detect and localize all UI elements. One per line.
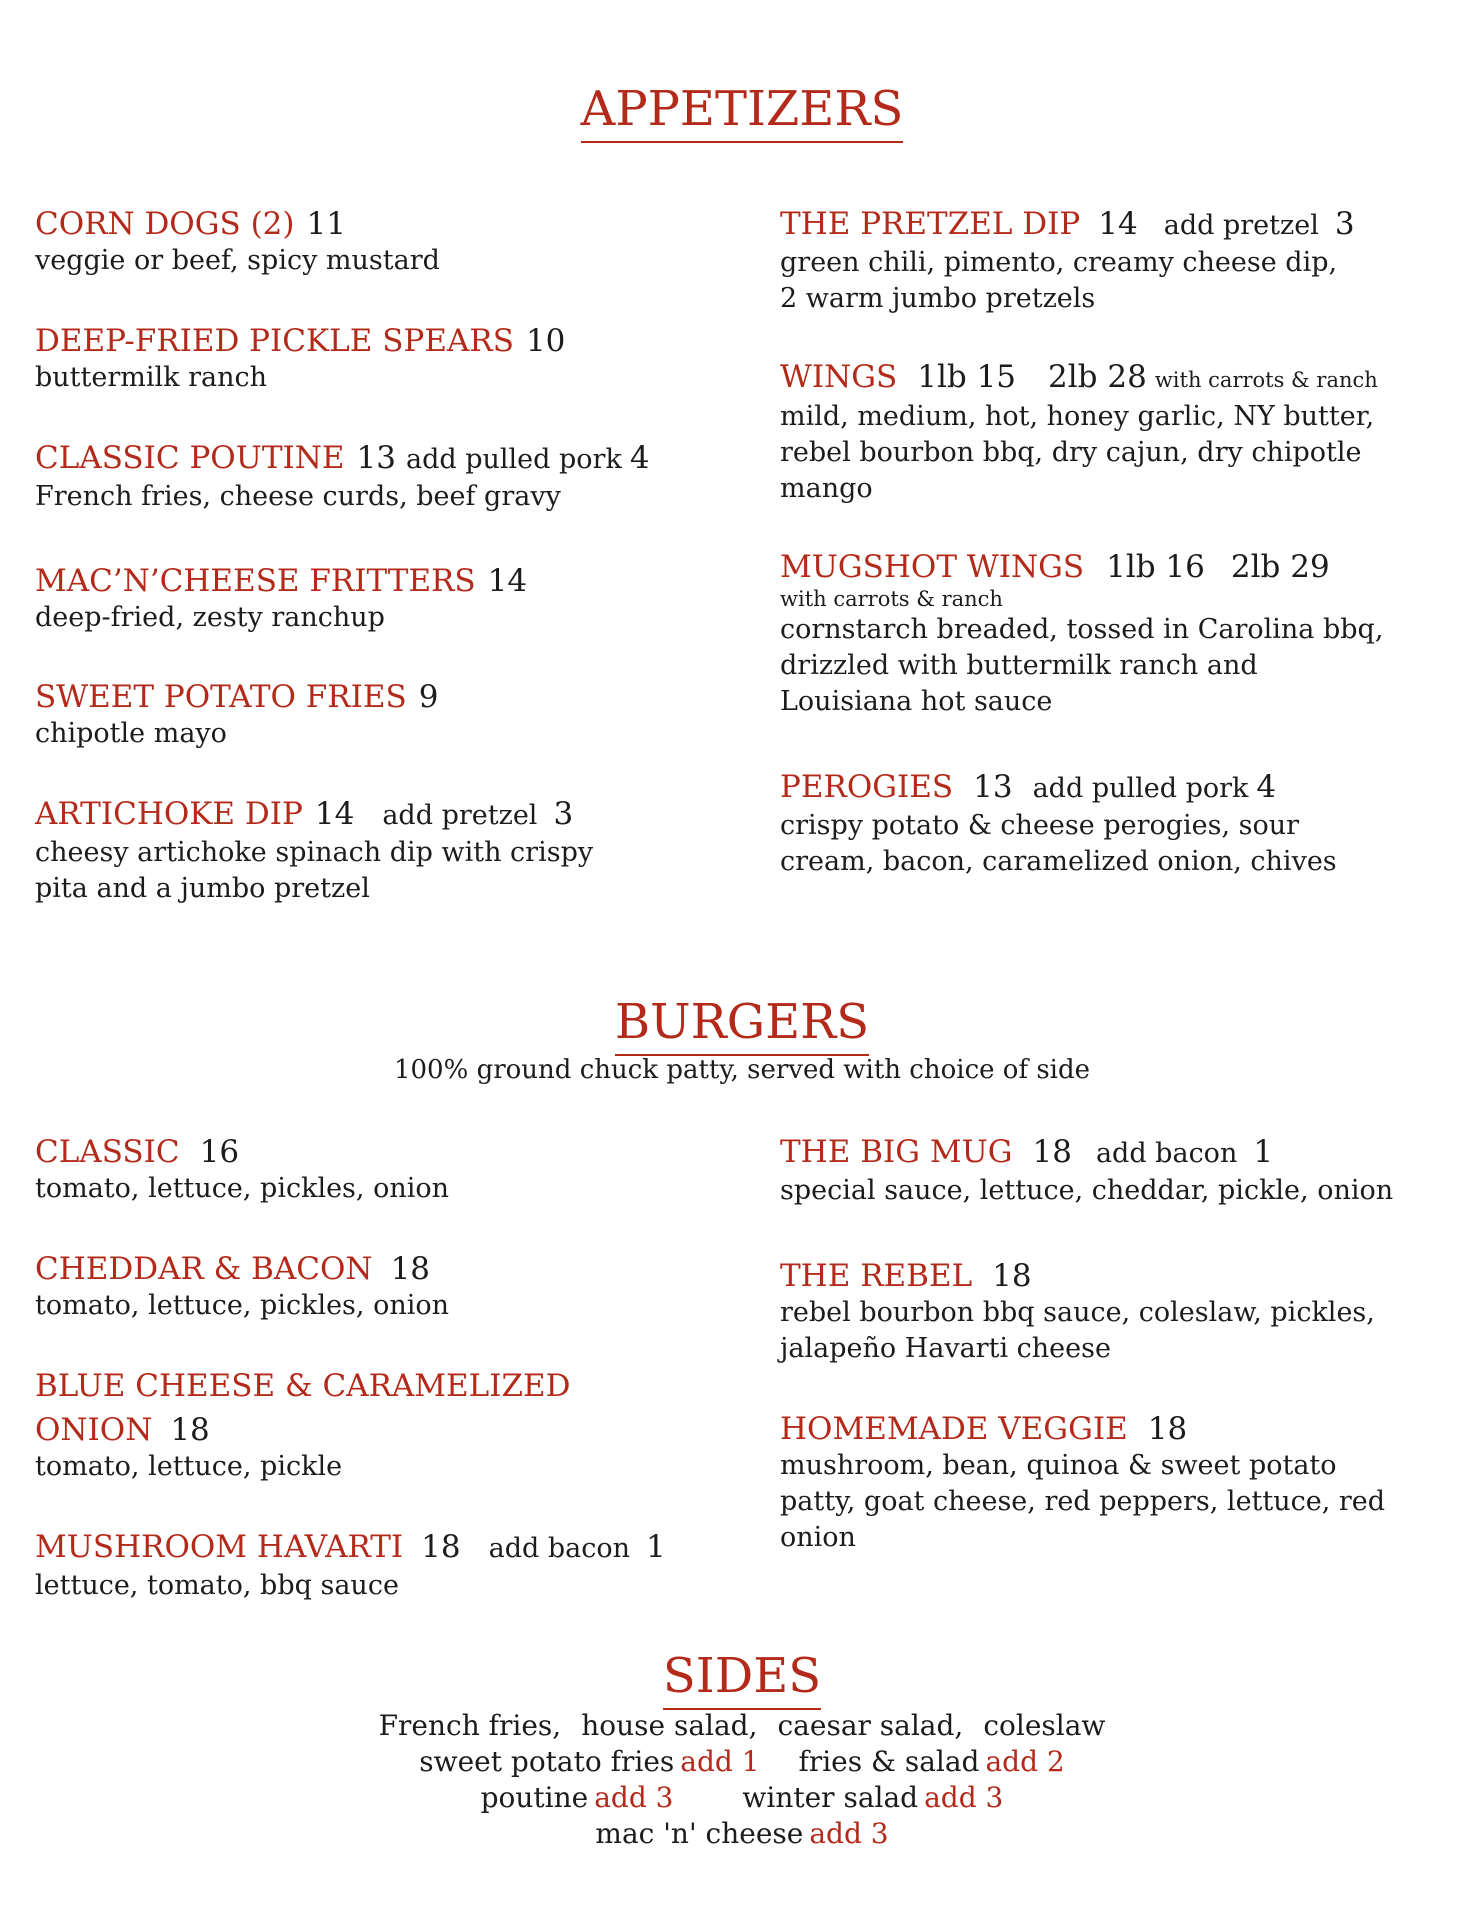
side-upcharge: add 1 (680, 1745, 760, 1778)
item-addon: add pulled pork (1032, 773, 1249, 804)
menu-item-mac-fritters (35, 562, 527, 636)
item-name: MUGSHOT WINGS (780, 549, 1085, 585)
sides-line-3 (0, 1780, 1484, 1816)
menu-item-wings (780, 358, 1378, 507)
item-description: Louisiana hot sauce (780, 686, 1053, 717)
sides-line-4 (0, 1816, 1484, 1852)
menu-item-cheddar-bacon (35, 1250, 449, 1324)
item-size-2lb: 2lb 28 (1048, 359, 1147, 395)
item-price: 18 (1147, 1411, 1188, 1447)
item-price: 9 (418, 679, 439, 715)
item-name: PEROGIES (780, 769, 954, 805)
item-description: veggie or beef, spicy mustard (35, 245, 440, 276)
side-upcharge: add 3 (594, 1781, 674, 1814)
item-description: mango (780, 473, 873, 504)
item-price: 18 (992, 1258, 1032, 1294)
item-addon-price: 4 (629, 440, 650, 476)
item-description: special sauce, lettuce, cheddar, pickle, onion (780, 1175, 1394, 1206)
item-description: tomato, lettuce, pickles, onion (35, 1173, 450, 1204)
menu-item-classic-burger (35, 1133, 449, 1207)
item-description: cheesy artichoke spinach dip with crispy (35, 837, 594, 868)
item-description: cream, bacon, caramelized onion, chives (780, 846, 1337, 877)
item-description: drizzled with buttermilk ranch and (780, 650, 1258, 681)
side-mac-cheese: mac 'n' cheese (595, 1817, 804, 1850)
item-price: 18 (170, 1412, 210, 1448)
item-description: lettuce, tomato, bbq sauce (35, 1570, 399, 1601)
item-addon: add bacon (1095, 1138, 1238, 1169)
menu-item-classic-poutine (35, 439, 650, 515)
side-caesar-salad: caesar salad, (777, 1709, 964, 1742)
menu-item-the-rebel (780, 1257, 1375, 1367)
sides-line-2 (0, 1744, 1484, 1780)
item-addon-price: 3 (553, 796, 574, 832)
item-description: green chili, pimento, creamy cheese dip, (780, 247, 1338, 278)
item-price: 14 (314, 796, 355, 832)
side-fries-salad: fries & salad (798, 1745, 980, 1778)
menu-item-big-mug (780, 1133, 1393, 1209)
item-description: patty, goat cheese, red peppers, lettuce, red (780, 1486, 1386, 1517)
item-price: 13 (973, 769, 1013, 805)
sides-line-1 (0, 1708, 1484, 1744)
item-size-1lb: 1lb 16 (1106, 549, 1205, 585)
item-addon-price: 3 (1334, 206, 1355, 242)
item-price: 13 (356, 440, 396, 476)
item-name: MAC’N’CHEESE FRITTERS (35, 563, 476, 599)
item-description: rebel bourbon bbq, dry cajun, dry chipotle (780, 437, 1362, 468)
side-sweet-potato-fries: sweet potato fries (419, 1745, 675, 1778)
item-description: onion (780, 1522, 856, 1553)
side-winter-salad: winter salad (742, 1781, 919, 1814)
item-price: 18 (421, 1529, 461, 1565)
item-name: MUSHROOM HAVARTI (35, 1529, 404, 1565)
item-name: WINGS (780, 359, 898, 395)
menu-item-pickle-spears (35, 322, 565, 396)
burgers-heading: BURGERS (0, 998, 1484, 1046)
item-description: tomato, lettuce, pickle (35, 1451, 343, 1482)
item-description: mushroom, bean, quinoa & sweet potato (780, 1450, 1337, 1481)
item-addon: add pretzel (1163, 210, 1319, 241)
item-description: jalapeño Havarti cheese (780, 1333, 1111, 1364)
item-description: 2 warm jumbo pretzels (780, 283, 1096, 314)
item-addon-price: 4 (1256, 769, 1277, 805)
item-name-cont: ONION (35, 1412, 153, 1448)
item-description: cornstarch breaded, tossed in Carolina bbq, (780, 614, 1384, 645)
appetizers-heading: APPETIZERS (0, 85, 1484, 133)
side-poutine: poutine (480, 1781, 589, 1814)
item-price: 18 (1032, 1134, 1072, 1170)
menu-item-perogies (780, 768, 1337, 880)
item-addon: add pretzel (382, 800, 538, 831)
item-name: CLASSIC (35, 1134, 180, 1170)
item-name: SWEET POTATO FRIES (35, 679, 407, 715)
item-description: tomato, lettuce, pickles, onion (35, 1290, 450, 1321)
item-price: 14 (1098, 206, 1138, 242)
side-upcharge: add 2 (985, 1745, 1065, 1778)
menu-item-pretzel-dip (780, 205, 1355, 317)
menu-item-homemade-veggie (780, 1410, 1385, 1556)
item-price: 11 (306, 206, 346, 242)
item-name: CHEDDAR & BACON (35, 1251, 373, 1287)
item-name: ARTICHOKE DIP (35, 796, 303, 832)
item-name: CLASSIC POUTINE (35, 440, 345, 476)
side-upcharge: add 3 (924, 1781, 1004, 1814)
item-description: crispy potato & cheese perogies, sour (780, 810, 1300, 841)
item-name: THE REBEL (780, 1258, 973, 1294)
menu-item-sweet-potato-fries (35, 678, 438, 752)
item-addon: add bacon (488, 1533, 631, 1564)
menu-item-blue-cheese (35, 1367, 571, 1485)
item-description: mild, medium, hot, honey garlic, NY butter, (780, 401, 1375, 432)
item-note: with carrots & ranch (780, 587, 1003, 611)
sides-heading: SIDES (0, 1652, 1484, 1700)
menu-item-artichoke-dip (35, 795, 593, 907)
item-price: 18 (390, 1251, 431, 1287)
item-description: pita and a jumbo pretzel (35, 873, 370, 904)
item-addon-price: 1 (1253, 1134, 1274, 1170)
side-house-salad: house salad, (581, 1709, 758, 1742)
item-description: French fries, cheese curds, beef gravy (35, 481, 561, 512)
side-upcharge: add 3 (809, 1817, 889, 1850)
item-description: chipotle mayo (35, 718, 227, 749)
item-name: BLUE CHEESE & CARAMELIZED (35, 1368, 571, 1404)
side-coleslaw: coleslaw (983, 1709, 1106, 1742)
item-name: DEEP-FRIED PICKLE SPEARS (35, 323, 514, 359)
item-price: 16 (199, 1134, 240, 1170)
item-name: THE BIG MUG (780, 1134, 1013, 1170)
item-addon-price: 1 (646, 1529, 666, 1565)
item-price: 14 (487, 563, 528, 599)
item-name: HOMEMADE VEGGIE (780, 1411, 1128, 1447)
item-size-1lb: 1lb 15 (917, 359, 1017, 395)
burgers-subtitle: 100% ground chuck patty, served with choice of side (393, 1055, 1091, 1085)
item-name: CORN DOGS (2) (35, 206, 295, 242)
item-price: 10 (525, 323, 566, 359)
menu-item-mushroom-havarti (35, 1528, 666, 1604)
item-size-2lb: 2lb 29 (1230, 549, 1330, 585)
item-description: rebel bourbon bbq sauce, coleslaw, pickles, (780, 1297, 1375, 1328)
item-addon: add pulled pork (405, 444, 622, 475)
menu-item-corn-dogs (35, 205, 440, 279)
item-description: deep-fried, zesty ranchup (35, 602, 385, 633)
item-description: buttermilk ranch (35, 362, 267, 393)
side-french-fries: French fries, (378, 1709, 562, 1742)
menu-item-mugshot-wings (780, 548, 1383, 720)
item-note: with carrots & ranch (1154, 368, 1378, 392)
item-name: THE PRETZEL DIP (780, 206, 1081, 242)
